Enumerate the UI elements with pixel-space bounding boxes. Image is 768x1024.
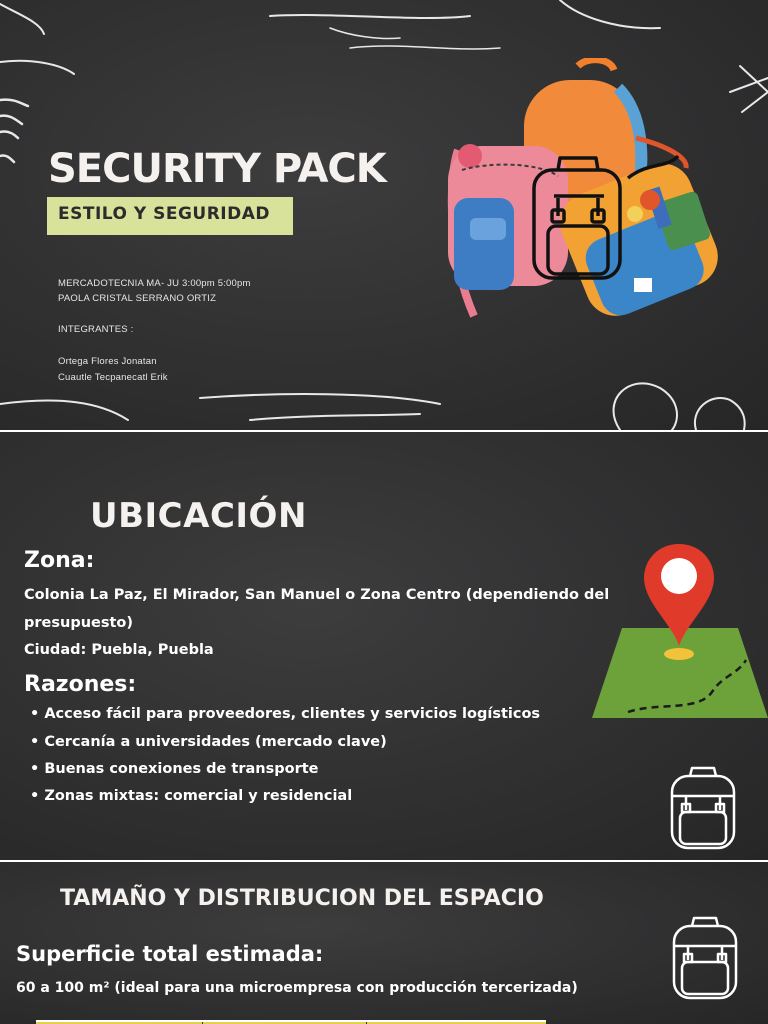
member-name: Cuautle Tecpanecatl Erik <box>58 372 168 383</box>
reasons-heading: Razones: <box>24 672 137 697</box>
reason-item: • Zonas mixtas: comercial y residencial <box>30 788 352 804</box>
members-label: INTEGRANTES : <box>58 324 134 335</box>
reason-item: • Buenas conexiones de transporte <box>30 761 319 777</box>
espacio-slide <box>0 862 768 1024</box>
location-pin-icon <box>642 542 716 648</box>
zone-heading: Zona: <box>24 548 95 573</box>
member-name: Ortega Flores Jonatan <box>58 356 157 367</box>
backpack-outline-icon <box>668 916 742 1000</box>
surface-heading: Superficie total estimada: <box>16 942 324 966</box>
cover-title: SECURITY PACK <box>48 146 386 192</box>
section-title: UBICACIÓN <box>90 496 307 536</box>
table-header-strip <box>36 1020 546 1024</box>
reason-item: • Acceso fácil para proveedores, clientes y servicios logísticos <box>30 706 540 722</box>
teacher-line: PAOLA CRISTAL SERRANO ORTIZ <box>58 293 217 304</box>
cover-slide <box>0 0 768 430</box>
backpack-group-illustration <box>438 58 728 324</box>
cover-tagline-badge: ESTILO Y SEGURIDAD <box>47 197 293 235</box>
backpack-outline-icon <box>666 766 740 850</box>
zone-text-cont: presupuesto) <box>24 615 134 631</box>
city-text: Ciudad: Puebla, Puebla <box>24 642 214 658</box>
course-line: MERCADOTECNIA MA- JU 3:00pm 5:00pm <box>58 278 251 289</box>
zone-text: Colonia La Paz, El Mirador, San Manuel o Zona Centro (dependiendo del <box>24 587 610 603</box>
section-title: TAMAÑO Y DISTRIBUCION DEL ESPACIO <box>60 886 544 911</box>
reason-item: • Cercanía a universidades (mercado clave) <box>30 734 387 750</box>
ubicacion-slide <box>0 432 768 860</box>
surface-text: 60 a 100 m² (ideal para una microempresa con producción tercerizada) <box>16 980 578 996</box>
